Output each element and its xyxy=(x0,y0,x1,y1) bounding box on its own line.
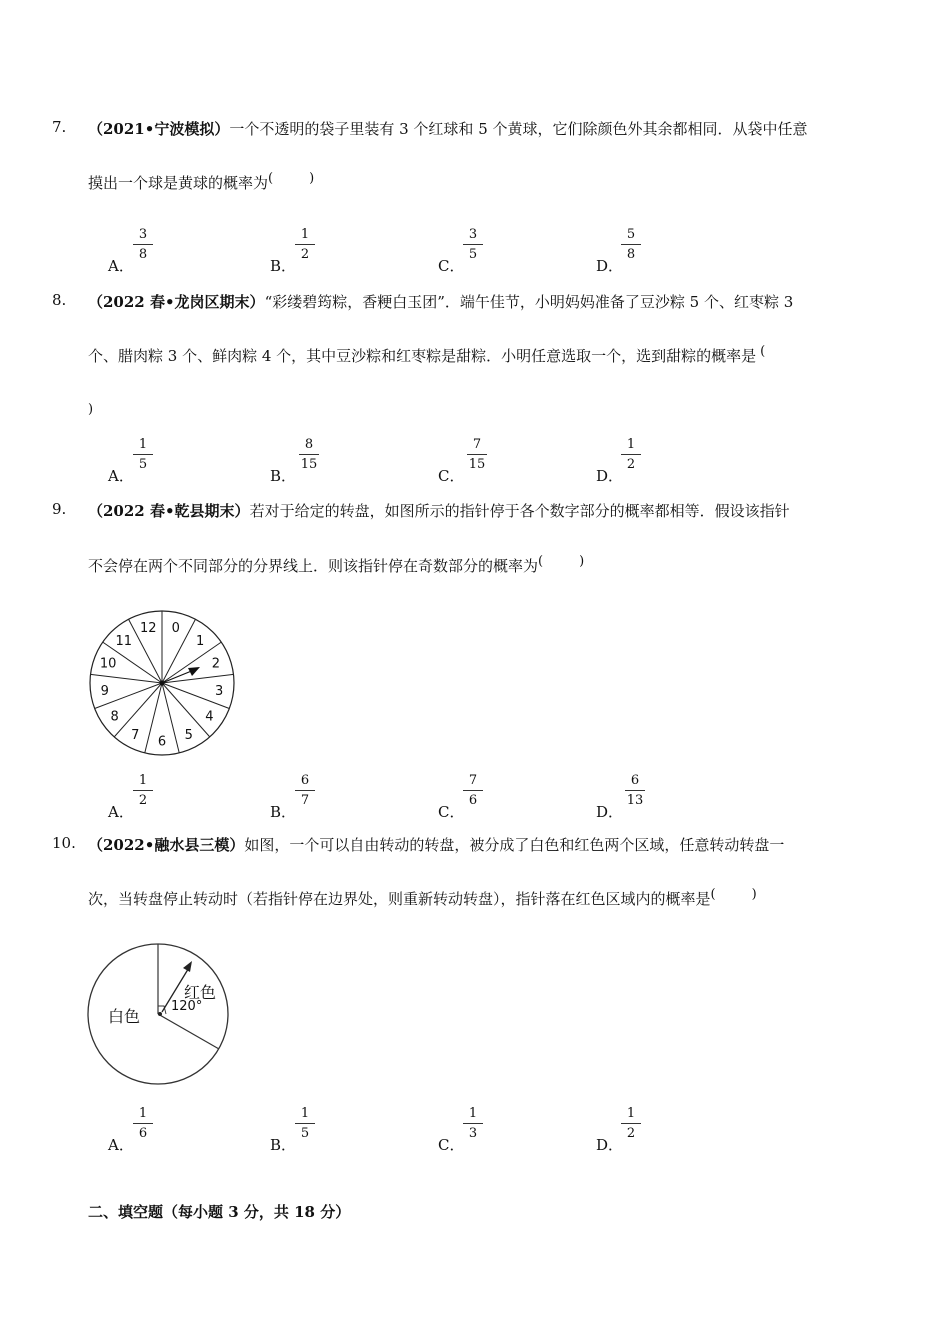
option-label: D． xyxy=(596,467,624,485)
answer-paren-open: ( xyxy=(710,887,716,902)
wheel-center-dot xyxy=(160,681,165,686)
option-label: A． xyxy=(108,1136,134,1154)
option-b[interactable] xyxy=(270,1105,330,1155)
option-b[interactable] xyxy=(270,436,330,486)
option-a[interactable] xyxy=(108,772,168,822)
fraction: 1 5 xyxy=(294,1105,316,1142)
option-label: B． xyxy=(270,467,297,485)
question-10-text-line2: 次，当转盘停止转动时（若指针停在边界处，则重新转动转盘），指针落在红色区域内的概率是 xyxy=(88,890,711,908)
option-b[interactable] xyxy=(270,226,330,276)
option-d[interactable] xyxy=(596,436,656,486)
wheel-number-label: 11 xyxy=(115,633,133,649)
option-label: D． xyxy=(596,803,624,821)
question-7-stem-line1 xyxy=(88,118,808,139)
question-8-stem-line1 xyxy=(88,291,793,312)
question-8-stem-line2 xyxy=(88,345,765,366)
question-9-stem-line2 xyxy=(88,555,584,576)
question-8-source: （2022 春•龙岗区期末） xyxy=(88,293,265,311)
question-8-text-line1: “彩缕碧筠粽，香粳白玉团”．端午佳节，小明妈妈准备了豆沙粽 5 个、红枣粽 3 xyxy=(264,293,794,311)
question-10-source: （2022•融水县三模） xyxy=(88,836,245,854)
option-label: B． xyxy=(270,803,297,821)
question-10-text-line1: 如图，一个可以自由转动的转盘，被分成了白色和红色两个区域，任意转动转盘一 xyxy=(244,836,785,854)
question-7-text-line2: 摸出一个球是黄球的概率为 xyxy=(88,174,269,192)
question-8-number: 8. xyxy=(52,291,67,309)
answer-paren-close: ) xyxy=(309,171,315,186)
wheel-number-label: 0 xyxy=(171,621,180,637)
option-label: D． xyxy=(596,257,624,275)
option-d[interactable] xyxy=(596,226,656,276)
question-9-source: （2022 春•乾县期末） xyxy=(88,502,250,520)
option-label: B． xyxy=(270,257,297,275)
option-a[interactable] xyxy=(108,1105,168,1155)
option-label: D． xyxy=(596,1136,624,1154)
fraction: 3 5 xyxy=(462,226,484,263)
answer-paren-open: ( xyxy=(538,554,544,569)
wheel-number-label: 4 xyxy=(205,709,214,725)
white-region-label: 白色 xyxy=(108,1007,141,1026)
wheel-number-label: 1 xyxy=(196,633,205,649)
angle-label: 120° xyxy=(171,999,203,1014)
option-d[interactable] xyxy=(596,772,656,822)
option-d[interactable] xyxy=(596,1105,656,1155)
wheel-number-label: 8 xyxy=(110,709,119,725)
option-c[interactable] xyxy=(438,1105,498,1155)
fraction: 3 8 xyxy=(132,226,154,263)
fraction: 7 6 xyxy=(462,772,484,809)
fraction: 1 5 xyxy=(132,436,154,473)
fraction: 1 2 xyxy=(132,772,154,809)
fraction: 1 2 xyxy=(620,436,642,473)
answer-paren-open: ( xyxy=(760,344,766,359)
option-c[interactable] xyxy=(438,226,498,276)
wheel-number-label: 6 xyxy=(157,734,167,750)
wheel-number-label: 12 xyxy=(139,621,157,637)
fraction: 6 13 xyxy=(626,773,644,808)
fraction: 1 3 xyxy=(462,1105,484,1142)
question-7-source: （2021•宁波模拟） xyxy=(88,120,230,138)
question-10-number: 10. xyxy=(52,834,76,852)
question-9-text-line2: 不会停在两个不同部分的分界线上．则该指针停在奇数部分的概率为 xyxy=(88,557,539,575)
fraction: 1 2 xyxy=(620,1105,642,1142)
option-label: B． xyxy=(270,1136,297,1154)
wheel-number-label: 7 xyxy=(131,728,140,743)
wheel-number-label: 10 xyxy=(99,656,117,672)
answer-paren-close: ) xyxy=(751,887,757,902)
fraction: 5 8 xyxy=(620,226,642,263)
section-2-heading: 二、填空题（每小题 3 分，共 18 分） xyxy=(88,1203,351,1221)
option-c[interactable] xyxy=(438,436,498,486)
two-region-spinner-figure xyxy=(86,940,236,1088)
option-label: A． xyxy=(108,257,134,275)
question-10-stem-line1 xyxy=(88,834,784,855)
question-7-number: 7. xyxy=(52,118,67,136)
question-9-text-line1: 若对于给定的转盘，如图所示的指针停于各个数字部分的概率都相等．假设该指针 xyxy=(249,502,790,520)
wheel-number-label: 3 xyxy=(215,683,224,699)
wheel-number-label: 9 xyxy=(100,683,109,699)
option-a[interactable] xyxy=(108,226,168,276)
red-region-label: 红色 xyxy=(184,983,217,1002)
fraction: 7 15 xyxy=(468,437,486,472)
question-9-number: 9. xyxy=(52,500,67,518)
option-label: C． xyxy=(438,803,465,821)
spinner-wheel-figure xyxy=(82,606,242,766)
question-7-text-line1: 一个不透明的袋子里装有 3 个红球和 5 个黄球，它们除颜色外其余都相同．从袋中任意 xyxy=(229,120,808,138)
option-label: C． xyxy=(438,257,465,275)
option-label: C． xyxy=(438,1136,465,1154)
fraction: 1 6 xyxy=(132,1105,154,1142)
fraction: 6 7 xyxy=(294,772,316,809)
option-b[interactable] xyxy=(270,772,330,822)
question-9-stem-line1 xyxy=(88,500,790,521)
wheel-number-label: 5 xyxy=(184,728,193,743)
option-c[interactable] xyxy=(438,772,498,822)
option-label: C． xyxy=(438,467,465,485)
fraction: 1 2 xyxy=(294,226,316,263)
question-10-stem-line2 xyxy=(88,888,757,909)
option-a[interactable] xyxy=(108,436,168,486)
question-7-stem-line2 xyxy=(88,172,314,193)
answer-paren-close: ) xyxy=(579,554,585,569)
answer-paren-close: ) xyxy=(88,402,94,417)
answer-paren-open: ( xyxy=(268,171,274,186)
fraction: 8 15 xyxy=(300,437,318,472)
spinner-center-dot xyxy=(158,1012,162,1016)
question-8-text-line2: 个、腊肉粽 3 个、鲜肉粽 4 个，其中豆沙粽和红枣粽是甜粽．小明任意选取一个，选到甜粽的概率是 xyxy=(88,347,757,365)
option-label: A． xyxy=(108,803,134,821)
option-label: A． xyxy=(108,467,134,485)
wheel-number-label: 2 xyxy=(211,656,221,672)
